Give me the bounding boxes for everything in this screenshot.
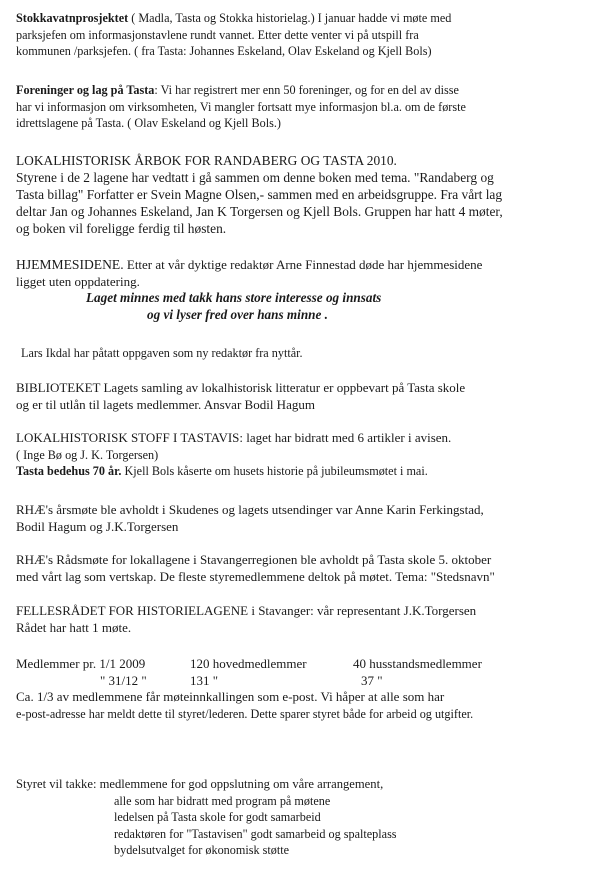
list-item: alle som har bidratt med program på møtene <box>114 793 331 808</box>
section-stokkavatn <box>16 10 590 60</box>
text: ( Madla, Tasta og Stokka historielag.) I januar hadde vi møte med <box>128 11 452 25</box>
text-line: RHÆ's Rådsmøte for lokallagene i Stavangerregionen ble avholdt på Tasta skole 5. oktober <box>16 552 492 567</box>
section-redaktor <box>21 345 590 362</box>
text: Kjell Bols kåserte om husets historie på jubileumsmøtet i mai. <box>121 464 428 478</box>
text-line: med vårt lag som vertskap. De fleste styremedlemmene deltok på møtet. Tema: "Stedsnavn" <box>16 568 495 584</box>
text-line: LOKALHISTORISK STOFF I TASTAVIS: laget har bidratt med 6 artikler i avisen. <box>16 430 452 445</box>
members-date: " 31/12 " <box>100 672 147 688</box>
members-main-count: 131 " <box>190 672 219 688</box>
text-line: e-post-adresse har meldt dette til styret/lederen. Dette sparer styret både for arbeid og utgifter. <box>16 706 474 721</box>
text-line: Styrene i de 2 lagene har vedtatt i gå sammen om denne boken med tema. "Randaberg og <box>16 170 494 185</box>
text-line: FELLESRÅDET FOR HISTORIELAGENE i Stavanger: vår representant J.K.Torgersen <box>16 603 477 618</box>
section-title: Tasta bedehus 70 år. <box>16 464 122 478</box>
text-line: Styret vil takke: medlemmene for god oppslutning om våre arrangement, <box>16 777 384 791</box>
members-main: 120 hovedmedlemmer <box>190 656 307 671</box>
list-item: redaktøren for "Tastavisen" godt samarbeid og spalteplass <box>114 826 397 841</box>
section-title: HJEMMESIDENE. <box>16 257 124 272</box>
text-line: ligget uten oppdatering. <box>16 273 140 289</box>
text-line: Tasta billag" Forfatter er Svein Magne Olsen,- sammen med en arbeidsgruppe. Fra vårt lag <box>16 187 503 202</box>
text-line: og er til utlån til lagets medlemmer. Ansvar Bodil Hagum <box>16 396 315 412</box>
text-line: deltar Jan og Johannes Eskeland, Jan K Torgersen og Kjell Bols. Gruppen har hatt 4 møter, <box>16 204 503 219</box>
members-label: Medlemmer pr. 1/1 2009 <box>16 656 146 671</box>
text-line: RHÆ's årsmøte ble avholdt i Skudenes og lagets utsendinger var Anne Karin Ferkingstad, <box>16 502 484 517</box>
members-household: 40 husstandsmedlemmer <box>353 656 482 671</box>
text-line: har vi informasjon om virksomheten, Vi mangler fortsatt mye informasjon bl.a. om de første <box>16 99 466 114</box>
section-biblioteket <box>16 380 590 413</box>
section-rhae-arsmote <box>16 502 590 535</box>
text: : Vi har registrert mer enn 50 foreninger, og for en del av disse <box>154 83 459 97</box>
text-line: ( Inge Bø og J. K. Torgersen) <box>16 447 159 462</box>
text-line: parksjefen om informasjonstavlene rundt vannet. Etter dette venter vi på utspill fra <box>16 27 419 42</box>
section-rhae-radsmote <box>16 552 590 585</box>
section-title: LOKALHISTORISK ÅRBOK FOR RANDABERG OG TASTA 2010. <box>16 153 397 168</box>
members-household-count: 37 " <box>361 672 383 688</box>
section-foreninger <box>16 82 590 132</box>
text-line: Rådet har hatt 1 møte. <box>16 619 132 635</box>
text-line: Ca. 1/3 av medlemmene får møteinnkallingen som e-post. Vi håper at alle som har <box>16 689 445 704</box>
memorial-line: Laget minnes med takk hans store interesse og innsats <box>86 290 382 305</box>
section-medlemmer <box>16 656 590 722</box>
section-takk <box>16 776 590 859</box>
list-item: ledelsen på Tasta skole for godt samarbeid <box>114 810 321 824</box>
text-line: idrettslagene på Tasta. ( Olav Eskeland og Kjell Bols.) <box>16 116 281 130</box>
section-title: Stokkavatnprosjektet <box>16 11 129 25</box>
text-line: Bodil Hagum og J.K.Torgersen <box>16 518 179 534</box>
section-tastavis <box>16 430 590 480</box>
text-line: BIBLIOTEKET Lagets samling av lokalhistorisk litteratur er oppbevart på Tasta skole <box>16 380 466 395</box>
text-line: kommunen /parksjefen. ( fra Tasta: Johannes Eskeland, Olav Eskeland og Kjell Bols) <box>16 44 432 58</box>
section-hjemmesidene <box>16 257 590 323</box>
section-fellesradet <box>16 603 590 636</box>
text-line: Lars Ikdal har påtatt oppgaven som ny redaktør fra nyttår. <box>21 346 303 360</box>
text: Etter at vår dyktige redaktør Arne Finnestad døde har hjemmesidene <box>123 257 483 272</box>
text-line: og boken vil foreligge ferdig til høsten. <box>16 221 227 236</box>
memorial-line: og vi lyser fred over hans minne . <box>147 306 328 322</box>
section-arbok <box>16 152 590 237</box>
section-title: Foreninger og lag på Tasta <box>16 83 155 97</box>
list-item: bydelsutvalget for økonomisk støtte <box>114 843 290 857</box>
